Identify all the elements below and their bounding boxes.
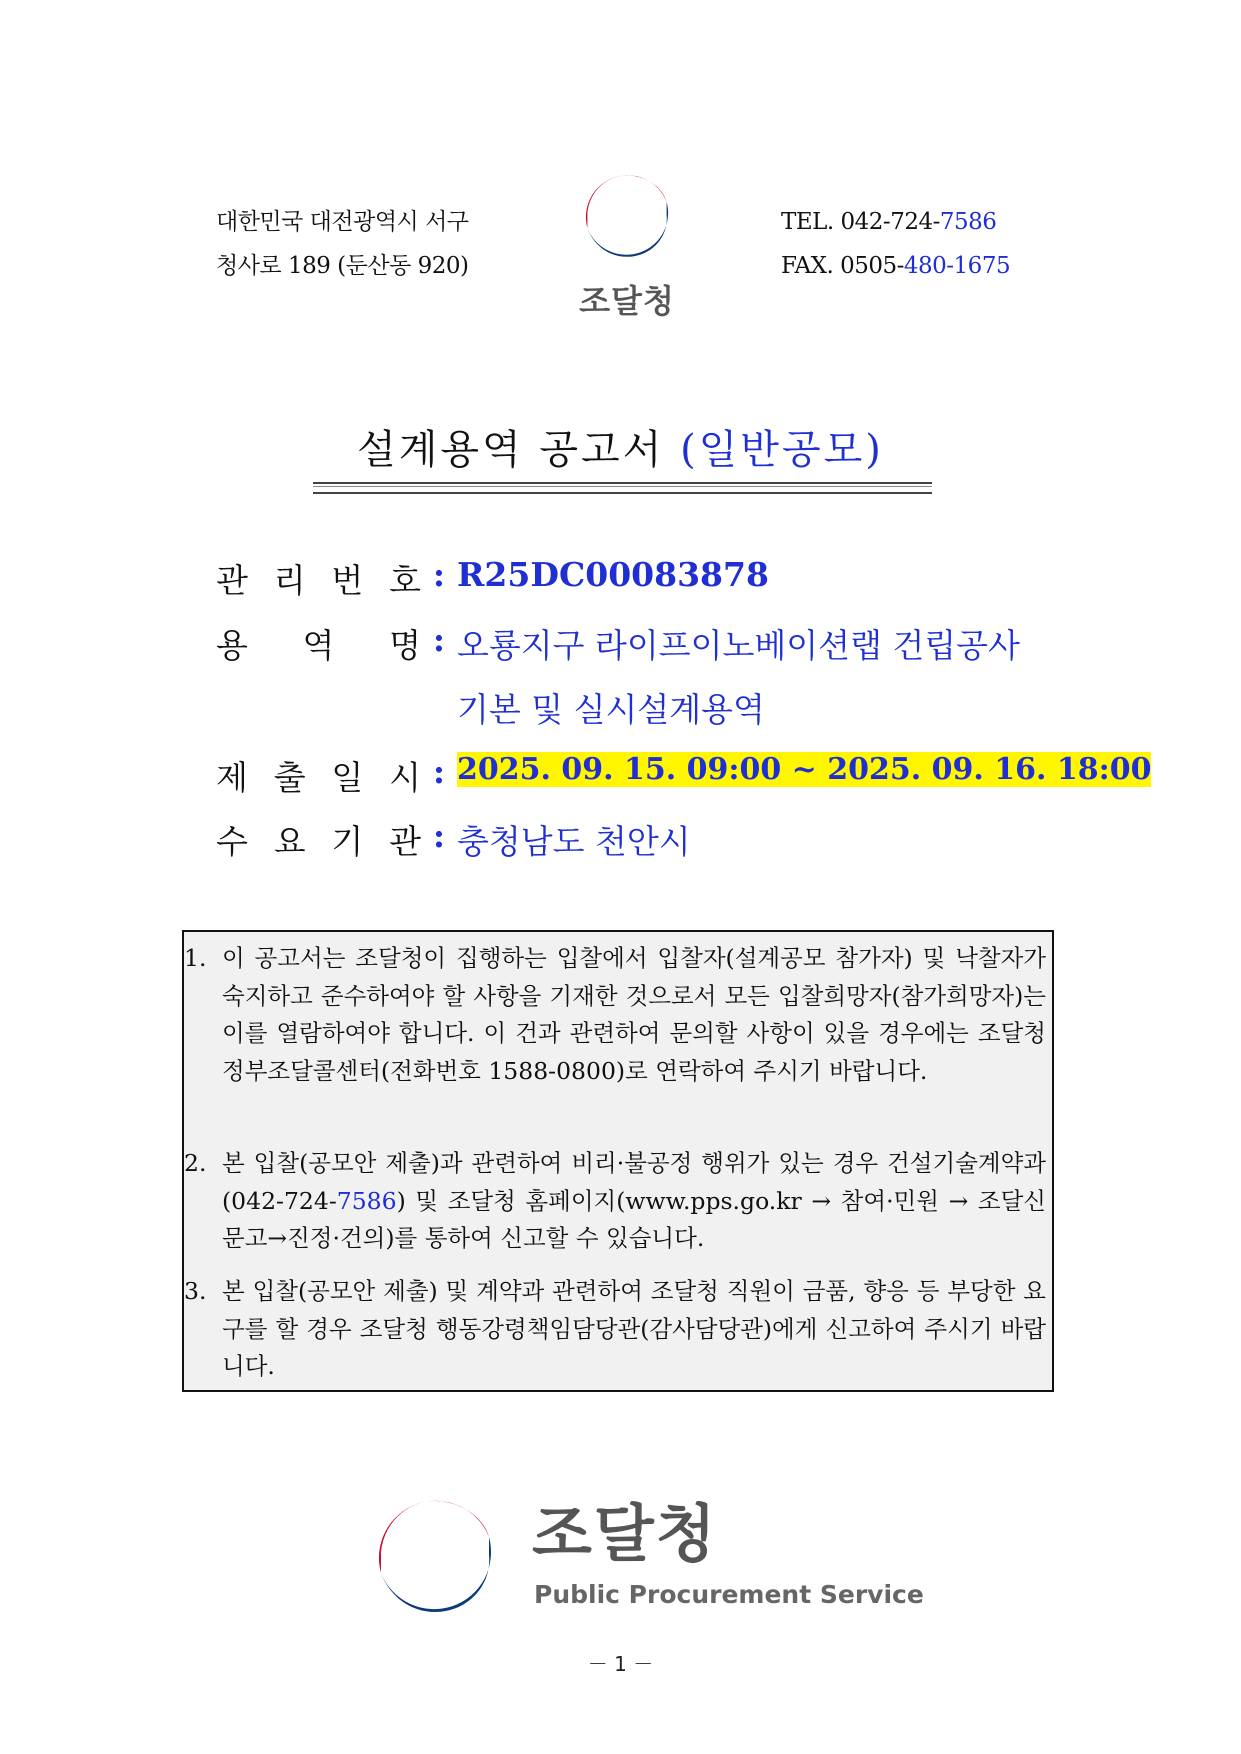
logo-bottom-en: Public Procurement Service	[534, 1580, 924, 1609]
mgmt-number-value: R25DC00083878	[457, 555, 769, 594]
agency-label: 수 요 기 관	[216, 822, 421, 861]
page-number: － 1 －	[587, 1652, 654, 1676]
contact-block	[781, 200, 1010, 288]
tel-line: TEL. 042-724-7586	[781, 209, 997, 235]
fax-line: FAX. 0505-480-1675	[781, 253, 1011, 279]
pps-logo-top	[572, 160, 682, 322]
logo-bottom-ko: 조달청	[532, 1497, 718, 1570]
address-line-1: 대한민국 대전광역시 서구	[216, 209, 469, 235]
address-line-2: 청사로 189 (둔산동 920)	[216, 253, 469, 279]
page-title: 설계용역 공고서 (일반공모)	[357, 427, 884, 473]
info-row-service-name: 용 역 명 : 오룡지구 라이프이노베이션랩 건립공사 기본 및 실시설계용역	[216, 620, 1020, 729]
notice-box	[182, 930, 1054, 1392]
info-row-agency: 수 요 기 관 : 충청남도 천안시	[216, 816, 691, 861]
notice-item: 2. 본 입찰(공모안 제출)과 관련하여 비리·불공정 행위가 있는 경우 건설기술계약과(042-724-7586) 및 조달청 홈페이지(www.pps.go.kr → 참여·민원 → 조달신문고→진정·건의)를 통하여 신고할 수 있습니다.	[184, 1149, 1046, 1252]
info-row-mgmt-number: 관 리 번 호 : R25DC00083878	[216, 555, 769, 600]
title-rule	[313, 482, 932, 494]
agency-value: 충청남도 천안시	[457, 822, 691, 861]
pps-logo-bottom	[360, 1480, 924, 1630]
address-block	[216, 200, 469, 288]
submit-date-value: 2025. 09. 15. 09:00 ~ 2025. 09. 16. 18:00	[457, 752, 1152, 787]
service-name-value: 오룡지구 라이프이노베이션랩 건립공사 기본 및 실시설계용역	[457, 626, 1020, 729]
submit-date-label: 제 출 일 시	[216, 758, 421, 797]
logo-top-text: 조달청	[579, 282, 675, 320]
title-sub: (일반공모)	[680, 427, 884, 473]
service-name-label: 용 역 명	[216, 626, 421, 665]
mgmt-number-label: 관 리 번 호	[216, 561, 421, 600]
info-row-submit-date: 제 출 일 시 : 2025. 09. 15. 09:00 ~ 2025. 09. 16. 18:00	[216, 752, 1152, 797]
notice-item: 1. 이 공고서는 조달청이 집행하는 입찰에서 입찰자(설계공모 참가자) 및 낙찰자가 숙지하고 준수하여야 할 사항을 기재한 것으로서 모든 입찰희망자(참가희망자)는 이를 열람하여야 합니다. 이 건과 관련하여 문의할 사항이 있을 경우에는 조달청 정부조달콜센터(전화번호 1588-0800)로 연락하여 주시기 바랍니다.	[184, 944, 1046, 1085]
notice-item: 3. 본 입찰(공모안 제출) 및 계약과 관련하여 조달청 직원이 금품, 향응 등 부당한 요구를 할 경우 조달청 행동강령책임담당관(감사담당관)에게 신고하여 주시기 바랍니다.	[184, 1277, 1046, 1380]
taegeuk-emblem-icon	[572, 160, 682, 270]
taegeuk-emblem-icon	[360, 1480, 510, 1630]
